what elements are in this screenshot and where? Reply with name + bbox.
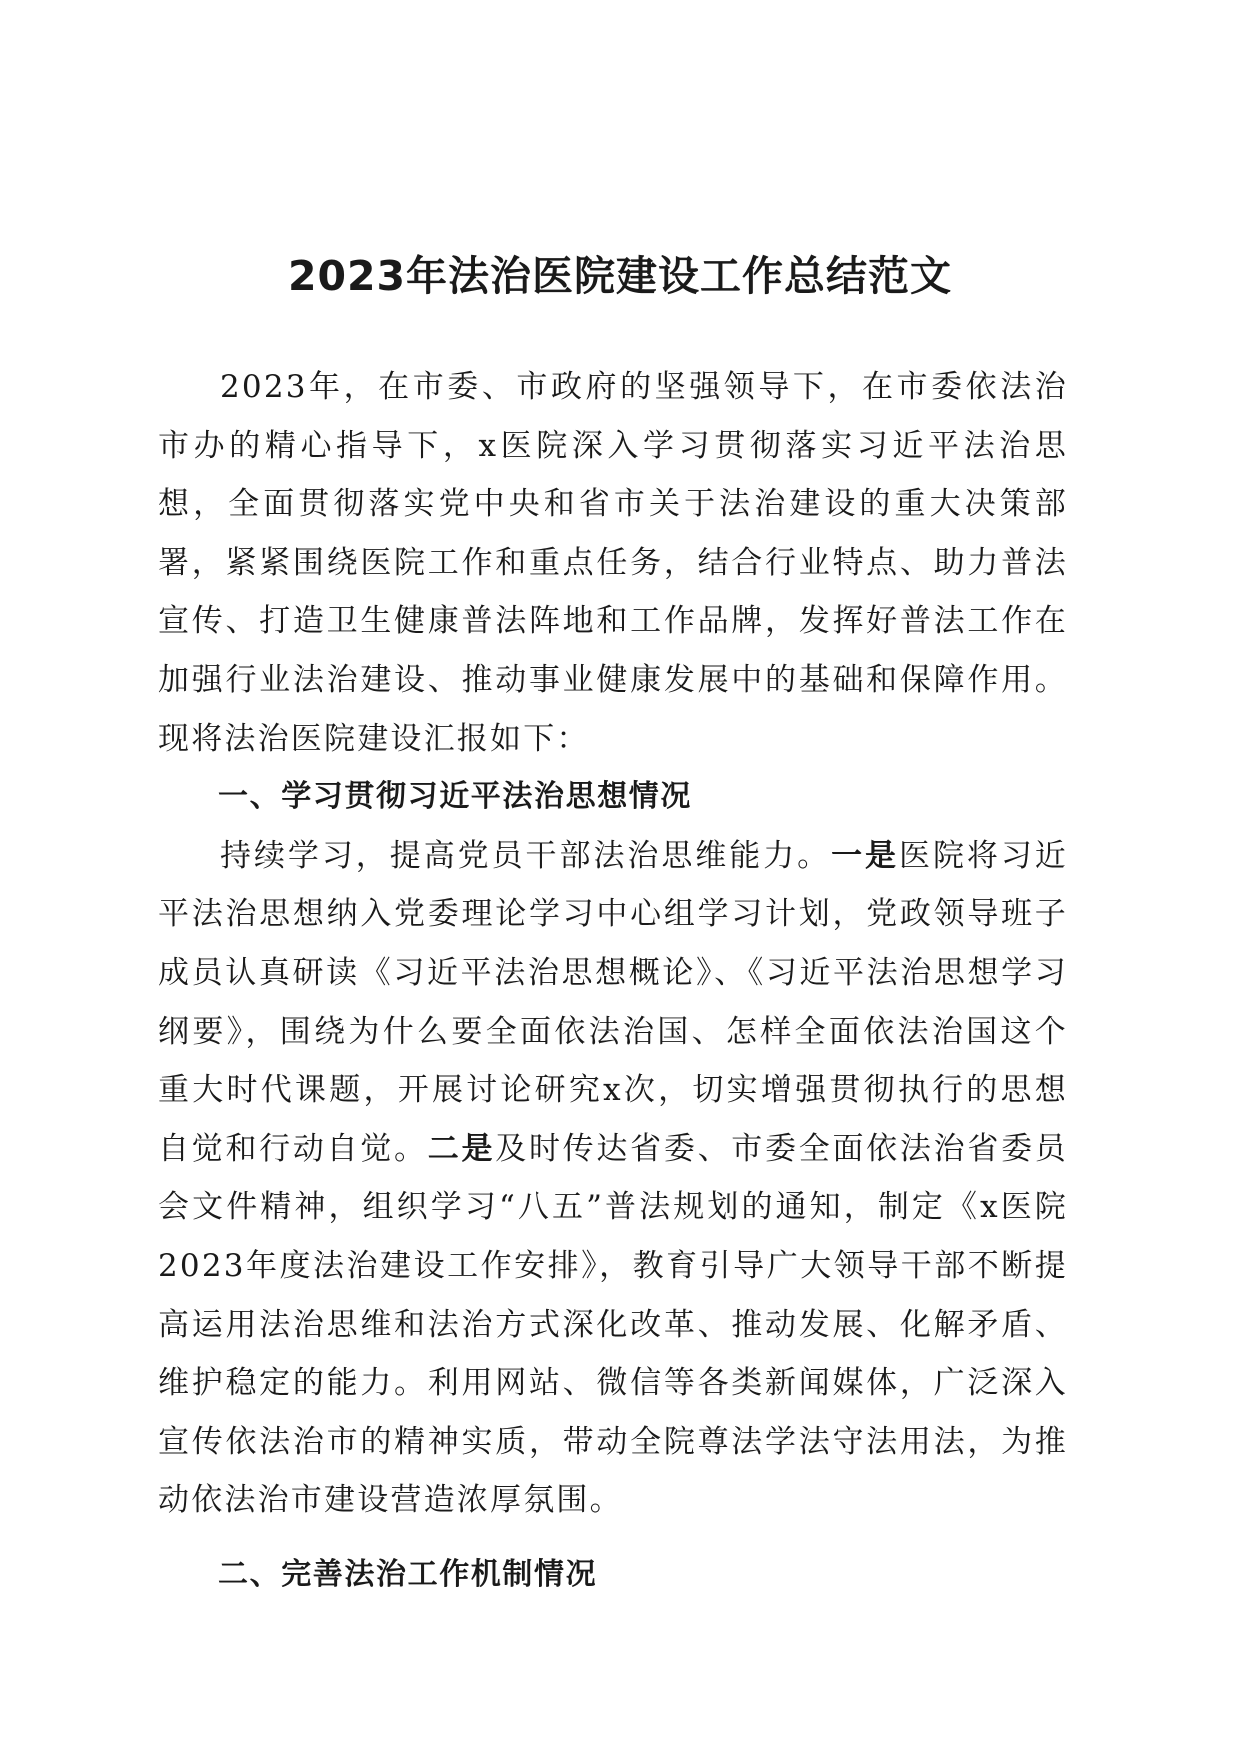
document-title: 2023年法治医院建设工作总结范文 [287, 252, 953, 300]
intro-paragraph: 2023年，在市委、市政府的坚强领导下，在市委依法治市办的精心指导下，x医院深入学习贯彻落实习近平法治思想，全面贯彻落实党中央和省市关于法治建设的重大决策部署，紧紧围绕医院工作和重点任务，结合行业特点、助力普法宣传、打造卫生健康普法阵地和工作品牌，发挥好普法工作在加强行业法治建设、推动事业健康发展中的基础和保障作用。现将法治医院建设汇报如下： [158, 369, 1068, 757]
document-body [158, 358, 1068, 1604]
point-text-1: 医院将习近平法治思想纳入党委理论学习中心组学习计划，党政领导班子成员认真研读《习近平法治思想概论》、《习近平法治思想学习纲要》，围绕为什么要全面依法治国、怎样全面依法治国这个重大时代课题，开展讨论研究x次，切实增强贯彻执行的思想自觉和行动自觉。 [158, 837, 1068, 1167]
point-marker-2: 二是 [427, 1130, 496, 1167]
section-heading-1: 一、学习贯彻习近平法治思想情况 [218, 779, 692, 815]
section1-paragraph [158, 827, 1068, 1530]
section-heading-2: 二、完善法治工作机制情况 [218, 1556, 598, 1592]
point-marker-1: 一是 [831, 837, 899, 874]
section1-lead-text: 持续学习，提高党员干部法治思维能力。 [220, 837, 832, 874]
point-text-2: 及时传达省委、市委全面依法治省委员会文件精神，组织学习“八五”普法规划的通知，制定《x医院2023年度法治建设工作安排》，教育引导广大领导干部不断提高运用法治思维和法治方式深化改革、推动发展、化解矛盾、维护稳定的能力。利用网站、微信等各类新闻媒体，广泛深入宣传依法治市的精神实质，带动全院尊法学法守法用法，为推动依法治市建设营造浓厚氛围。 [158, 1130, 1068, 1519]
